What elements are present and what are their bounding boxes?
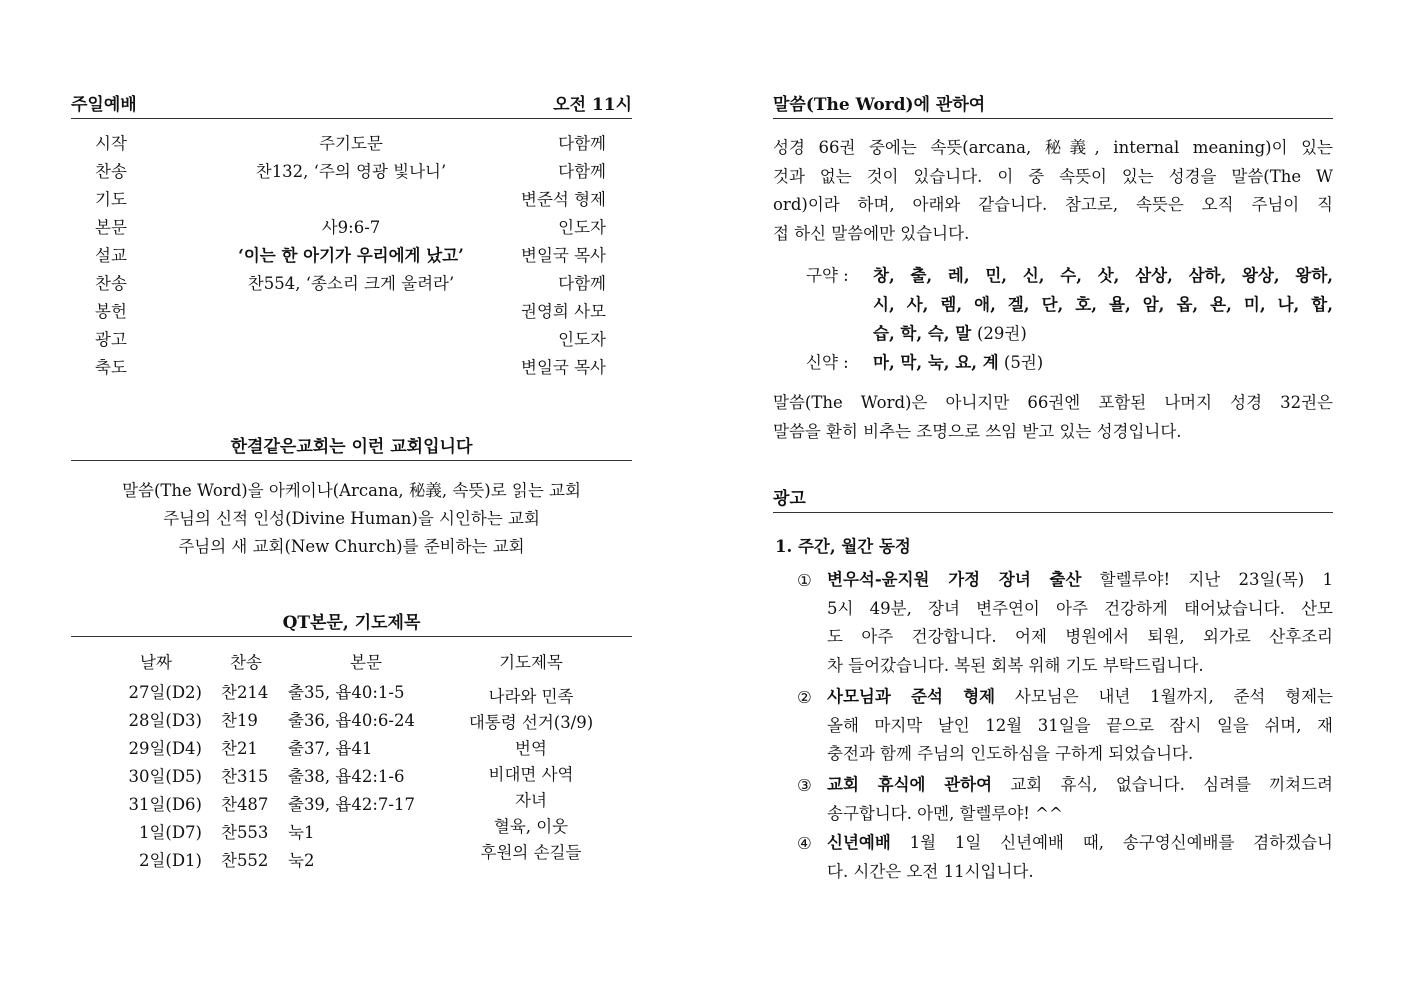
table-row (71, 158, 632, 186)
paragraph-line: 말씀(The Word)은 아니지만 66권엔 포함된 나머지 성경 32권은 (773, 393, 1333, 412)
qt-date: 2일(D1) (138, 851, 202, 870)
ad-line: 차 들어갔습니다. 복된 회복 위해 기도 부탁드립니다. (827, 655, 1204, 675)
ad-body (827, 683, 1333, 769)
prayer-item: 후원의 손길들 (480, 843, 582, 862)
qt-text: 눅1 (288, 823, 315, 842)
qt-hymn: 찬553 (221, 823, 269, 842)
table-row (71, 819, 411, 847)
ad-text: 1월 1일 신년예배 때, 송구영신예배를 겸하겠습니 (890, 833, 1333, 852)
paragraph-line: 접 하신 말씀에만 있습니다. (773, 223, 970, 243)
worship-item: 시작 (95, 134, 127, 153)
qt-col-hymn: 찬송 (230, 653, 262, 672)
qt-date: 1일(D7) (138, 823, 202, 842)
table-row (71, 186, 632, 214)
word-paragraph-1 (773, 134, 1333, 248)
church-title: 한결같은교회는 이런 교회입니다 (230, 437, 473, 457)
paragraph-line: 것과 없는 것이 있습니다. 이 중 속뜻이 있는 성경을 말씀(The W (773, 166, 1333, 186)
paragraph-line: ord)이라 하며, 아래와 같습니다. 참고로, 속뜻은 오직 주님이 직 (773, 195, 1333, 214)
worship-content: 찬132, ‘주의 영광 빛나니’ (255, 162, 447, 181)
worship-leader: 변준석 형제 (521, 190, 606, 209)
prayer-item: 자녀 (515, 791, 547, 810)
worship-leader: 인도자 (558, 218, 606, 237)
worship-item: 찬송 (95, 162, 127, 181)
worship-time: 오전 11시 (553, 95, 632, 115)
prayer-list (451, 684, 611, 866)
worship-leader: 다함께 (558, 134, 606, 153)
prayer-item: 혈육, 이웃 (493, 817, 569, 836)
table-row (71, 679, 411, 707)
prayer-item: 비대면 사역 (488, 765, 574, 784)
qt-header-row (71, 649, 632, 677)
ad-body (827, 771, 1333, 828)
worship-leader: 변일국 목사 (521, 358, 606, 377)
ad-line: 5시 49분, 장녀 변주연이 아주 건강하게 태어났습니다. 산모 (827, 598, 1333, 618)
ad-heading: 변우석-윤지원 가정 장녀 출산 (827, 570, 1082, 589)
qt-text: 출35, 욥40:1-5 (288, 683, 405, 702)
worship-content: 사9:6-7 (321, 218, 381, 237)
worship-leader: 다함께 (558, 274, 606, 293)
table-row (71, 130, 632, 158)
church-header (71, 436, 632, 461)
worship-title: 주일예배 (71, 95, 137, 115)
qt-header (71, 612, 632, 637)
ot-line: 창, 출, 레, 민, 신, 수, 삿, 삼상, 삼하, 왕상, 왕하, (873, 266, 1333, 285)
ads-header (773, 488, 1333, 513)
ad-number: ③ (797, 776, 812, 795)
worship-leader: 권영희 사모 (521, 302, 606, 321)
qt-date: 31일(D6) (128, 795, 202, 814)
worship-leader: 변일국 목사 (521, 246, 606, 265)
worship-item: 기도 (95, 190, 127, 209)
qt-hymn: 찬487 (221, 795, 269, 814)
qt-date: 29일(D4) (128, 739, 202, 758)
qt-date: 28일(D3) (128, 711, 202, 730)
ad-heading: 교회 휴식에 관하여 (827, 775, 993, 794)
qt-hymn: 찬552 (221, 851, 269, 870)
qt-hymn: 찬214 (221, 683, 269, 702)
qt-date: 30일(D5) (128, 767, 202, 786)
qt-text: 출37, 욥41 (288, 739, 373, 758)
table-row (71, 791, 415, 819)
nt-label: 신약 : (806, 353, 849, 372)
prayer-item: 나라와 민족 (488, 687, 574, 706)
qt-hymn: 찬315 (221, 767, 269, 786)
ot-line: 습, 학, 슥, 말 (873, 324, 972, 343)
ad-line (827, 566, 1333, 595)
ot-count: (29권) (976, 324, 1027, 343)
table-row (71, 242, 632, 270)
sermon-title: ‘이는 한 아기가 우리에게 났고’ (238, 246, 464, 265)
qt-title: QT본문, 기도제목 (282, 613, 421, 633)
ad-line (827, 683, 1333, 712)
ad-line: 올해 마지막 날인 12월 31일을 끝으로 잠시 일을 쉬며, 재 (827, 715, 1333, 735)
table-row (71, 735, 411, 763)
church-line: 주님의 새 교회(New Church)를 준비하는 교회 (178, 537, 525, 556)
table-row (71, 763, 411, 791)
qt-hymn: 찬21 (221, 739, 258, 758)
word-header (773, 94, 1333, 119)
word-title: 말씀(The Word)에 관하여 (773, 95, 986, 115)
table-row (71, 214, 632, 242)
prayer-item: 대통령 선거(3/9) (468, 713, 594, 732)
worship-leader: 인도자 (558, 330, 606, 349)
worship-item: 찬송 (95, 274, 127, 293)
table-row (71, 354, 632, 382)
paragraph-line: 말씀을 환히 비추는 조명으로 쓰임 받고 있는 성경입니다. (773, 421, 1182, 441)
ad-line: 충전과 함께 주님의 인도하심을 구하게 되었습니다. (827, 744, 1194, 763)
qt-col-text: 본문 (350, 653, 382, 672)
qt-col-date: 날짜 (140, 653, 172, 672)
ads-section-title: 1. 주간, 월간 동정 (775, 537, 911, 556)
church-line: 말씀(The Word)을 아케이나(Arcana, 秘義, 속뜻)로 읽는 교회 (122, 481, 581, 500)
ad-text: 교회 휴식, 없습니다. 심려를 끼쳐드려 (992, 775, 1333, 794)
paragraph-line: 성경 66권 중에는 속뜻(arcana, 秘義, internal meaning)이 있는 (773, 138, 1333, 157)
ad-line (827, 771, 1333, 800)
worship-item: 광고 (95, 330, 127, 349)
worship-leader: 다함께 (558, 162, 606, 181)
table-row (71, 707, 415, 735)
ad-text: 사모님은 내년 1월까지, 준석 형제는 (995, 687, 1333, 706)
church-line: 주님의 신적 인성(Divine Human)을 시인하는 교회 (163, 509, 540, 528)
nt-books (873, 348, 1043, 377)
worship-item: 설교 (95, 246, 127, 265)
ad-line: 도 아주 건강합니다. 어제 병원에서 퇴원, 외가로 산후조리 (827, 627, 1333, 646)
ad-body (827, 566, 1333, 680)
table-row (71, 847, 411, 875)
ot-line: 시, 사, 렘, 애, 겔, 단, 호, 욜, 암, 옵, 욘, 미, 나, 합, (873, 295, 1333, 314)
qt-date: 27일(D2) (128, 683, 202, 702)
ot-line-last (873, 319, 1333, 348)
ad-heading: 신년예배 (827, 833, 891, 852)
ad-number: ④ (797, 834, 812, 853)
nt-count: (5권) (1003, 353, 1044, 372)
ads-title: 광고 (773, 489, 806, 509)
worship-content: 찬554, ‘종소리 크게 울려라’ (247, 274, 455, 293)
qt-text: 출39, 욥42:7-17 (288, 795, 415, 814)
qt-text: 눅2 (288, 851, 315, 870)
ot-label: 구약 : (806, 266, 849, 285)
ad-number: ① (797, 571, 812, 590)
ad-text: 할렐루야! 지난 23일(목) 1 (1081, 570, 1333, 589)
qt-col-prayer: 기도제목 (499, 653, 563, 672)
worship-item: 본문 (95, 218, 127, 237)
nt-line: 마, 막, 눅, 요, 계 (873, 353, 999, 372)
table-row (71, 298, 632, 326)
worship-item: 축도 (95, 358, 127, 377)
worship-item: 봉헌 (95, 302, 127, 321)
ad-line (827, 829, 1333, 858)
qt-text: 출36, 욥40:6-24 (288, 711, 415, 730)
ad-body (827, 829, 1333, 886)
worship-header (71, 94, 632, 119)
qt-hymn: 찬19 (221, 711, 258, 730)
ad-line: 다. 시간은 오전 11시입니다. (827, 861, 1034, 881)
ad-line: 송구합니다. 아멘, 할렐루야! ^^ (827, 803, 1063, 823)
word-paragraph-2 (773, 389, 1333, 446)
qt-text: 출38, 욥42:1-6 (288, 767, 405, 786)
prayer-item: 번역 (515, 739, 547, 758)
worship-content: 주기도문 (319, 134, 383, 153)
table-row (71, 270, 632, 298)
ot-books (873, 261, 1333, 348)
table-row (71, 326, 632, 354)
ad-heading: 사모님과 준석 형제 (827, 687, 996, 706)
ad-number: ② (797, 688, 812, 707)
